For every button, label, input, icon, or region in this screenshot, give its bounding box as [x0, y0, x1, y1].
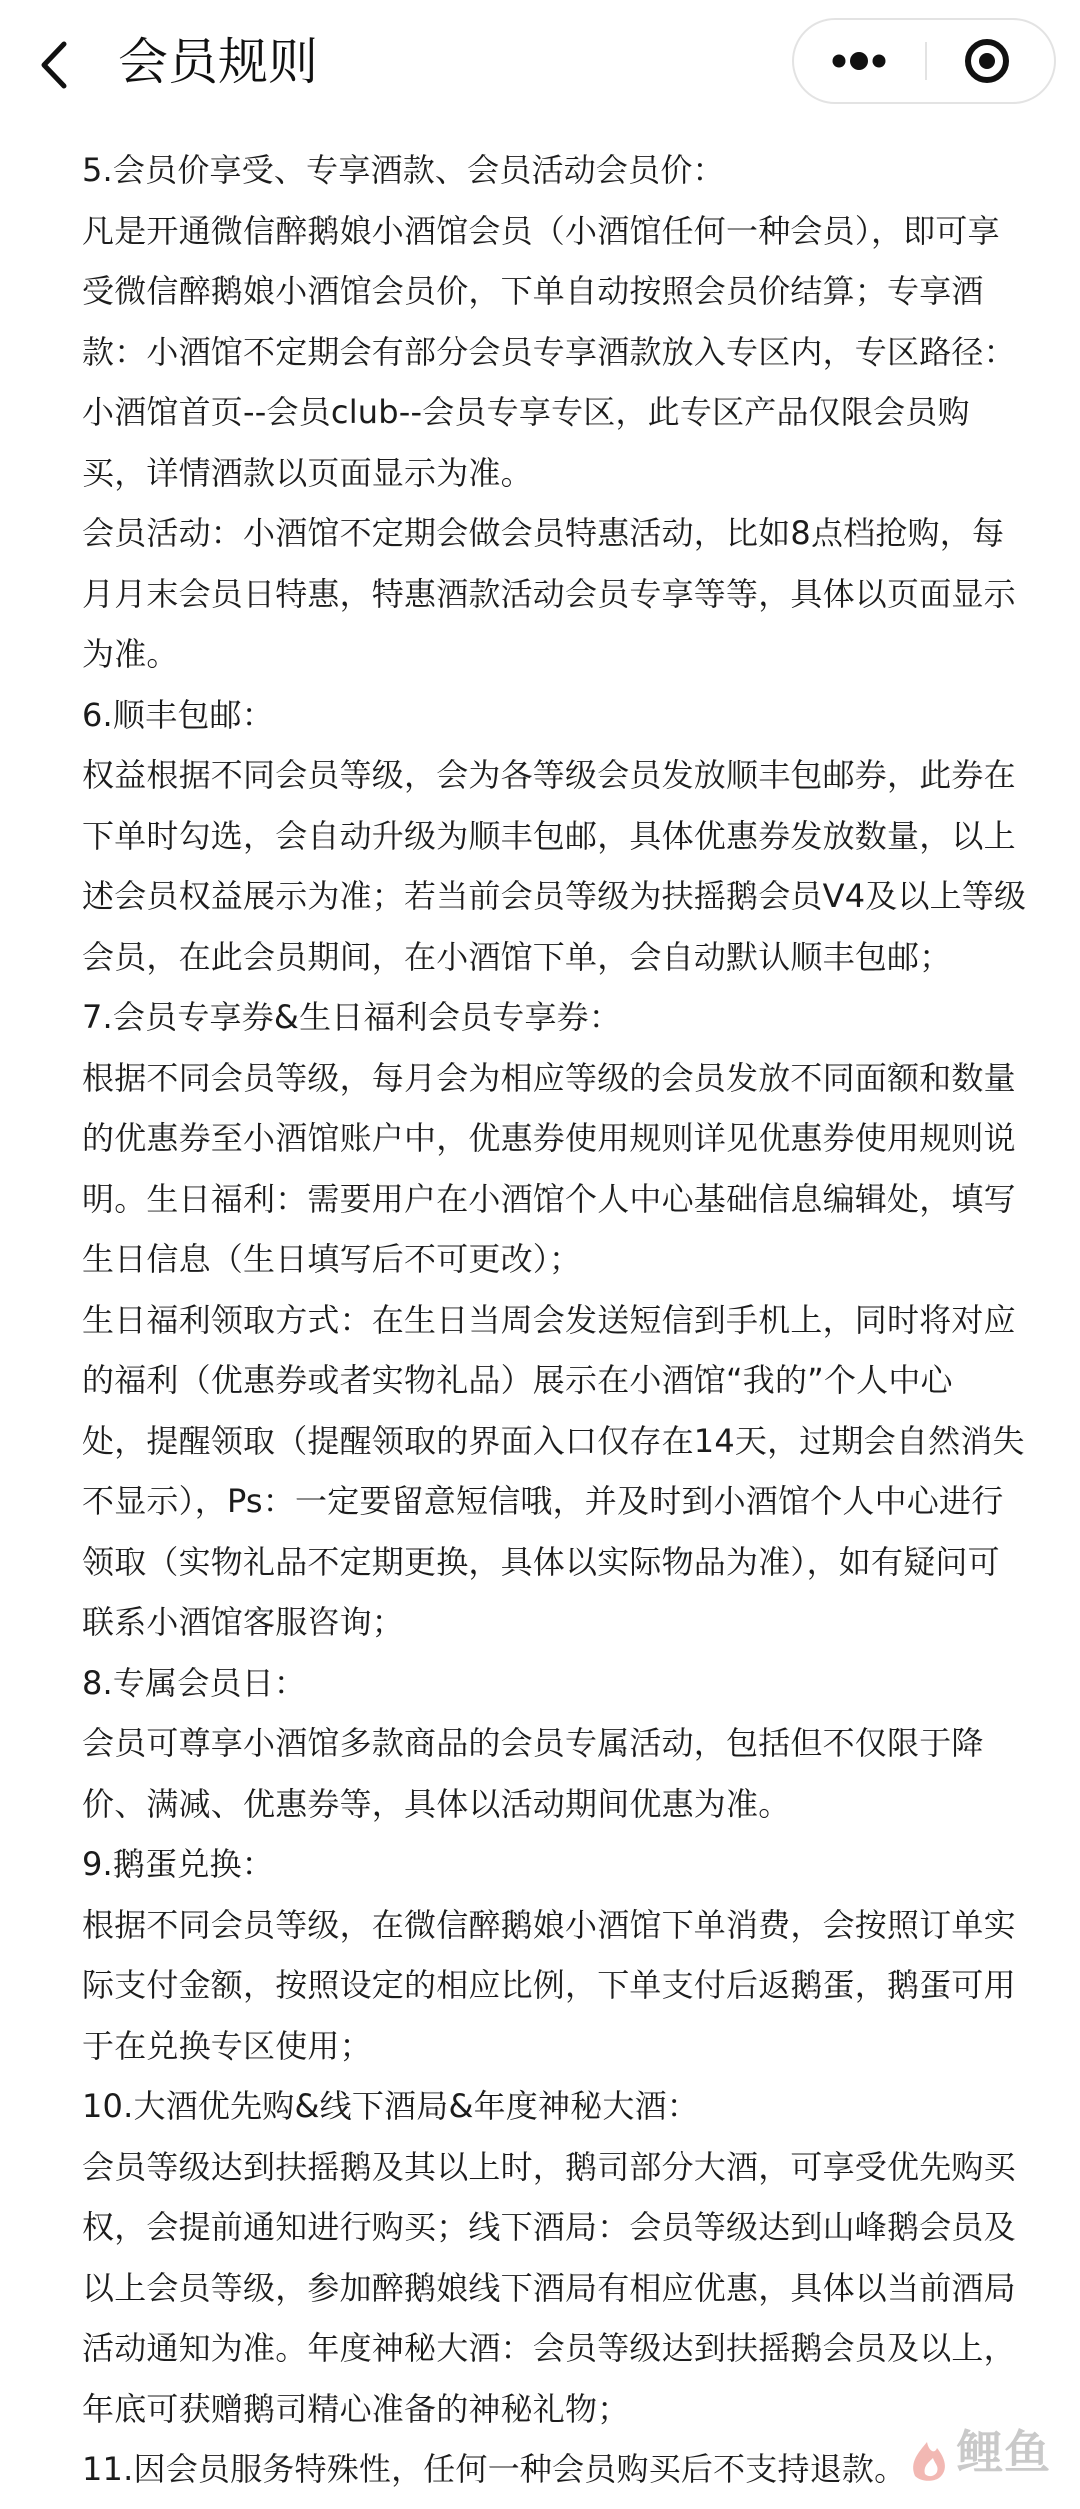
rule-text-line: 价、满减、优惠券等，具体以活动期间优惠为准。 [82, 1784, 791, 1823]
page-title: 会员规则 [118, 33, 318, 91]
rule-text-line: 的福利（优惠券或者实物礼品）展示在小酒馆“我的”个人中心 [82, 1361, 953, 1399]
flame-logo-icon [905, 2418, 959, 2488]
more-dots-icon [794, 20, 925, 102]
rule-text-line: 以上会员等级，参加醉鹅娘线下酒局有相应优惠，具体以当前酒局 [82, 2268, 1016, 2307]
rule-text-line: 凡是开通微信醉鹅娘小酒馆会员（小酒馆任何一种会员），即可享 [82, 211, 1000, 250]
rule-text-line: 联系小酒馆客服咨询； [82, 1603, 405, 1641]
rule-text-line: 根据不同会员等级，在微信醉鹅娘小酒馆下单消费，会按照订单实 [82, 1905, 1016, 1944]
target-circle-icon [927, 20, 1054, 102]
watermark-text: 鲤鱼 [957, 2425, 1051, 2479]
rule-text-line: 月月末会员日特惠，特惠酒款活动会员专享等等，具体以页面显示 [82, 574, 1016, 613]
rule-text-line: 活动通知为准。年度神秘大酒：会员等级达到扶摇鹅会员及以上， [82, 2329, 1016, 2367]
rule-text-line: 权，会提前通知进行购买；线下酒局：会员等级达到山峰鹅会员及 [82, 2208, 1016, 2246]
close-miniprogram-button[interactable] [927, 20, 1054, 102]
rule-text-line: 于在兑换专区使用； [82, 2026, 372, 2065]
rule-text-line: 会员，在此会员期间，在小酒馆下单，会自动默认顺丰包邮； [82, 937, 952, 976]
rule-text-line: 生日福利领取方式：在生日当周会发送短信到手机上，同时将对应 [82, 1300, 1016, 1339]
rule-text-line: 际支付金额，按照设定的相应比例，下单支付后返鹅蛋，鹅蛋可用 [82, 1966, 1016, 2004]
rule-text-line: 为准。 [82, 635, 179, 673]
rule-text-line: 6.顺丰包邮： [82, 695, 274, 734]
rule-text-line: 11.因会员服务特殊性，任何一种会员购买后不支持退款。 [82, 2450, 907, 2488]
rule-text-line: 会员等级达到扶摇鹅及其以上时，鹅司部分大酒，可享受优先购买 [82, 2147, 1016, 2186]
rule-text-line: 5.会员价享受、专享酒款、会员活动会员价： [82, 151, 725, 189]
rule-text-line: 10.大酒优先购&线下酒局&年度神秘大酒： [82, 2087, 699, 2125]
rule-text-line: 根据不同会员等级，每月会为相应等级的会员发放不同面额和数量 [82, 1058, 1016, 1097]
rule-text-line: 权益根据不同会员等级，会为各等级会员发放顺丰包邮券，此券在 [82, 756, 1016, 794]
rule-text-line: 下单时勾选，会自动升级为顺丰包邮，具体优惠券发放数量，以上 [82, 816, 1016, 855]
rule-text-line: 生日信息（生日填写后不可更改）； [82, 1240, 582, 1278]
rule-text-line: 买，详情酒款以页面显示为准。 [82, 453, 533, 492]
rule-text-line: 领取（实物礼品不定期更换，具体以实际物品为准），如有疑问可 [82, 1542, 1000, 1581]
rule-text-line: 7.会员专享券&生日福利会员专享券： [82, 998, 622, 1036]
rule-text-line: 的优惠券至小酒馆账户中，优惠券使用规则详见优惠券使用规则说 [82, 1119, 1016, 1157]
back-button[interactable] [30, 28, 90, 98]
chevron-left-icon [30, 28, 90, 98]
rule-text-line: 款：小酒馆不定期会有部分会员专享酒款放入专区内，专区路径： [82, 332, 1016, 371]
rule-text-line: 8.专属会员日： [82, 1663, 307, 1702]
rule-text-line: 不显示），Ps：一定要留意短信哦，并及时到小酒馆个人中心进行 [82, 1482, 1004, 1520]
rule-text-line: 9.鹅蛋兑换： [82, 1845, 274, 1883]
rule-text-line: 会员活动：小酒馆不定期会做会员特惠活动，比如8点档抢购，每 [82, 514, 1005, 552]
rule-text-line: 会员可尊享小酒馆多款商品的会员专属活动，包括但不仅限于降 [82, 1724, 984, 1762]
rule-text-line: 述会员权益展示为准；若当前会员等级为扶摇鹅会员V4及以上等级 [82, 877, 1027, 915]
rule-text-line: 处，提醒领取（提醒领取的界面入口仅存在14天，过期会自然消失 [82, 1421, 1025, 1460]
rule-text-line: 小酒馆首页--会员club--会员专享专区，此专区产品仅限会员购 [82, 393, 970, 431]
mini-program-capsule [792, 18, 1056, 104]
rules-content [82, 140, 1042, 2500]
rule-text-line: 明。生日福利：需要用户在小酒馆个人中心基础信息编辑处，填写 [82, 1179, 1016, 1218]
more-button[interactable] [794, 20, 925, 102]
watermark-logo [905, 2418, 1065, 2488]
rule-text-line: 受微信醉鹅娘小酒馆会员价，下单自动按照会员价结算；专享酒 [82, 272, 984, 310]
navigation-bar [0, 0, 1080, 130]
rule-text-line: 年底可获赠鹅司精心准备的神秘礼物； [82, 2389, 630, 2428]
